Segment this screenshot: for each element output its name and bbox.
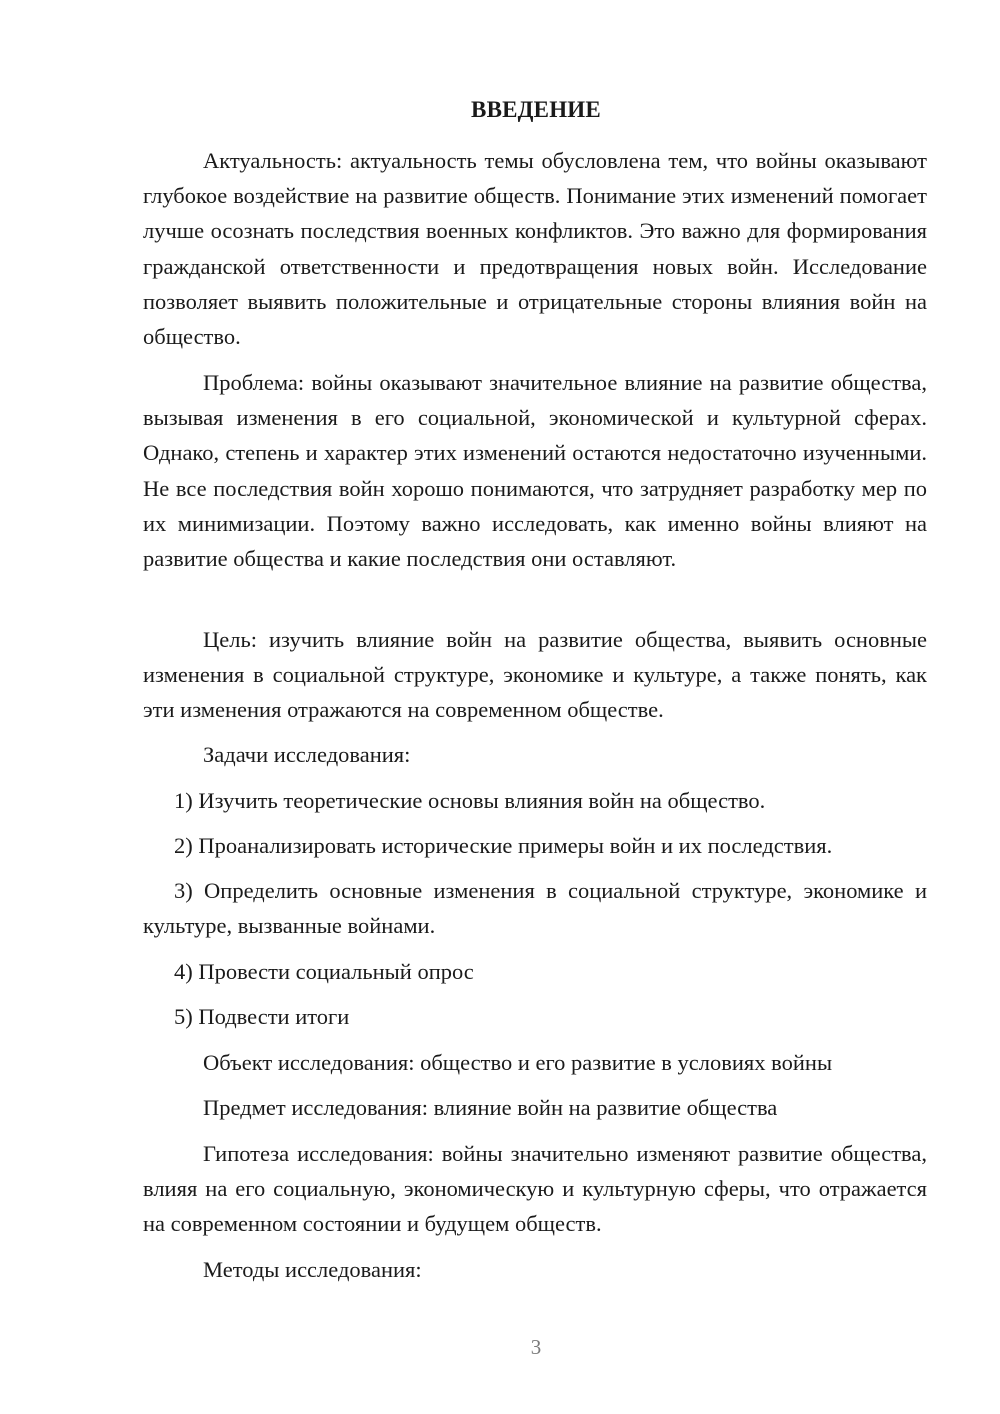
paragraph-hypothesis: Гипотеза исследования: войны значительно изменяют развитие общества, влияя на его социальную, экономическую и культурную сферы, что отражается на современном состоянии и будущем обществ.	[143, 1141, 927, 1237]
paragraph-relevance: Актуальность: актуальность темы обусловлена тем, что войны оказывают глубокое воздействие на развитие обществ. Понимание этих изменений помогает лучше осознать последствия военных конфликтов. Это важно для формирования гражданской ответственности и предотвращения новых войн. Исследование позволяет выявить положительные и отрицательные стороны влияния войн на общество.	[143, 148, 927, 350]
paragraph-methods: Методы исследования:	[203, 1257, 422, 1282]
page-title: ВВЕДЕНИЕ	[471, 97, 601, 122]
page-number: 3	[530, 1335, 542, 1359]
task-item-4: 4) Провести социальный опрос	[174, 959, 474, 984]
paragraph-object: Объект исследования: общество и его развитие в условиях войны	[203, 1050, 833, 1075]
task-item-5: 5) Подвести итоги	[174, 1004, 350, 1029]
task-item-1: 1) Изучить теоретические основы влияния войн на общество.	[174, 788, 766, 813]
tasks-heading: Задачи исследования:	[203, 742, 411, 767]
paragraph-goal: Цель: изучить влияние войн на развитие общества, выявить основные изменения в социальной структуре, экономике и культуре, а также понять, как эти изменения отражаются на современном обществе.	[143, 627, 927, 723]
paragraph-problem: Проблема: войны оказывают значительное влияние на развитие общества, вызывая изменения в его социальной, экономической и культурной сферах. Однако, степень и характер этих изменений остаются недостаточно изученными. Не все последствия войн хорошо понимаются, что затрудняет разработку мер по их минимизации. Поэтому важно исследовать, как именно войны влияют на развитие общества и какие последствия они оставляют.	[143, 370, 927, 572]
task-item-3: 3) Определить основные изменения в социальной структуре, экономике и культуре, вызванные войнами.	[143, 878, 927, 939]
paragraph-subject: Предмет исследования: влияние войн на развитие общества	[203, 1095, 778, 1120]
task-item-2: 2) Проанализировать исторические примеры войн и их последствия.	[174, 833, 833, 858]
